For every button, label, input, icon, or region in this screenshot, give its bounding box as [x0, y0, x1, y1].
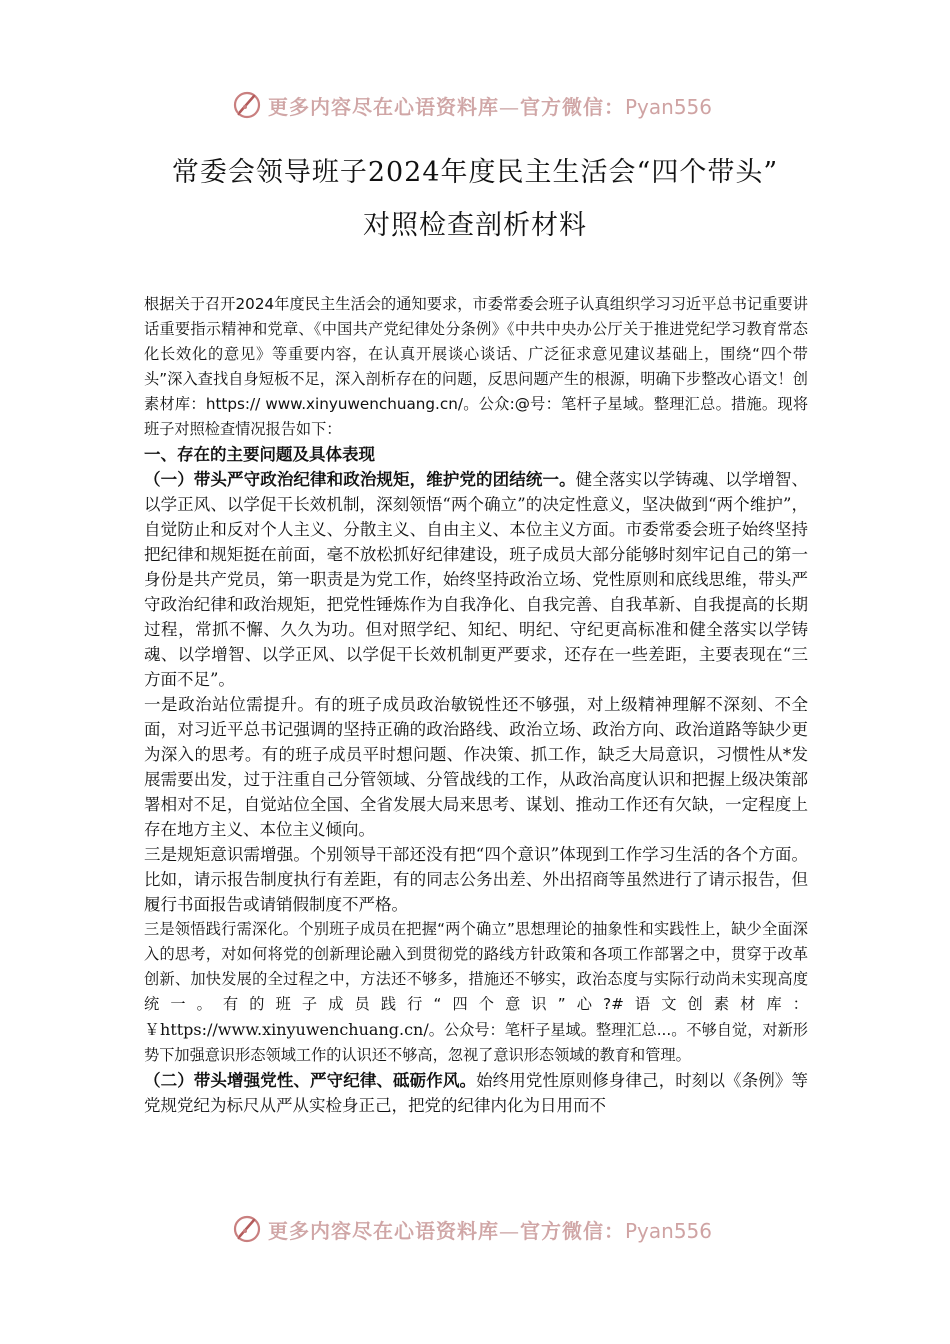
document-body [144, 292, 808, 1118]
document-title-line1: 常委会领导班子2024年度民主生活会“四个带头” [171, 157, 779, 188]
intro-paragraph: 根据关于召开2024年度民主生活会的通知要求，市委常委会班子认真组织学习习近平总书记重要讲话重要指示精神和党章、《中国共产党纪律处分条例》《中共中央办公厅关于推进党纪学习教育常态化长效化的意见》等重要内容，在认真开展谈心谈话、广泛征求意见建议基础上，围绕“四个带头”深入查找自身短板不足，深入剖析存在的问题，反思问题产生的根源，明确下步整改心语文！创素材库：https:// www.xinyuwenchuang.cn/。公众:@号：笔杆子星域。整理汇总。措施。现将班子对照检查情况报告如下： [144, 295, 809, 438]
point-3-url: ￥https://www.xinyuwenchuang.cn/ [144, 1020, 429, 1039]
subsection-2-heading: （二）带头增强党性、严守纪律、砥砺作风。 [144, 1071, 477, 1090]
pen-logo-icon [232, 90, 262, 120]
point-2-paragraph: 三是规矩意识需增强。个别领导干部还没有把“四个意识”体现到工作学习生活的各个方面。比如，请示报告制度执行有差距，有的同志公务出差、外出招商等虽然进行了请示报告，但履行书面报告或请销假制度不严格。 [144, 845, 808, 914]
pen-logo-icon [232, 1214, 262, 1244]
subsection-1-paragraph: （一）带头严守政治纪律和政治规矩，维护党的团结统一。健全落实以学铸魂、以学增智、以学正风、以学促干长效机制，深刻领悟“两个确立”的决定性意义，坚决做到“两个维护”，自觉防止和反对个人主义、分散主义、自由主义、本位主义方面。市委常委会班子始终坚持把纪律和规矩挺在前面，毫不放松抓好纪律建设，班子成员大部分能够时刻牢记自己的第一身份是共产党员，第一职责是为党工作，始终坚持政治立场、党性原则和底线思维，带头严守政治纪律和政治规矩，把党性锤炼作为自我净化、自我完善、自我革新、自我提高的长期过程，常抓不懈、久久为功。但对照学纪、知纪、明纪、守纪更高标准和健全落实以学铸魂、以学增智、以学正风、以学促干长效机制更严要求，还存在一些差距，主要表现在“三方面不足”。 [144, 470, 809, 689]
footer-watermark-banner [232, 1212, 712, 1246]
intro-url: https:// www.xinyuwenchuang.cn/ [205, 395, 463, 413]
watermark-text: 更多内容尽在心语资料库—官方微信：Pyan556 [268, 1218, 713, 1243]
section-heading-1: 一、存在的主要问题及具体表现 [144, 445, 375, 464]
point-3-paragraph: 三是领悟践行需深化。个别班子成员在把握“两个确立”思想理论的抽象性和实践性上，缺少全面深入的思考，对如何将党的创新理论融入到贯彻党的路线方针政策和各项工作部署之中，贯穿于改革创新、加快发展的全过程之中，方法还不够多，措施还不够实，政治态度与实际行动尚未实现高度统一。有的班子成员践行“四个意识”心?#语文创素材库：￥https://www.xinyuwenchuang.cn/。公众号：笔杆子星域。整理汇总...。不够自觉，对新形势下加强意识形态领域工作的认识还不够高，忽视了意识形态领域的教育和管理。 [144, 920, 808, 1064]
point-1-paragraph: 一是政治站位需提升。有的班子成员政治敏锐性还不够强，对上级精神理解不深刻、不全面，对习近平总书记强调的坚持正确的政治路线、政治立场、政治方向、政治道路等缺少更为深入的思考。有的班子成员平时想问题、作决策、抓工作，缺乏大局意识，习惯性从*发展需要出发，过于注重自己分管领域、分管战线的工作，从政治高度认识和把握上级决策部署相对不足，自觉站位全国、全省发展大局来思考、谋划、推动工作还有欠缺，一定程度上存在地方主义、本位主义倾向。 [144, 695, 808, 839]
watermark-text: 更多内容尽在心语资料库—官方微信：Pyan556 [268, 94, 713, 119]
subsection-1-heading: （一）带头严守政治纪律和政治规矩，维护党的团结统一。 [144, 470, 576, 489]
document-title-line2: 对照检查剖析材料 [363, 210, 587, 241]
subsection-2-paragraph: （二）带头增强党性、严守纪律、砥砺作风。始终用党性原则修身律己，时刻以《条例》等党规党纪为标尺从严从实检身正己，把党的纪律内化为日用而不 [144, 1071, 809, 1115]
header-watermark-banner [232, 88, 712, 122]
